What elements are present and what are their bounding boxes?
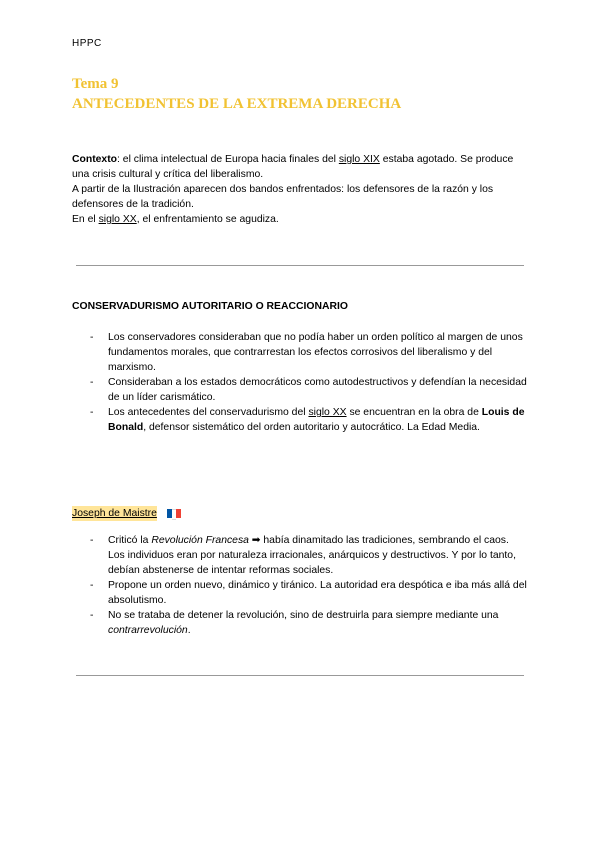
list-item-text-a: Los antecedentes del conservadurismo del bbox=[108, 407, 309, 418]
list-item-text-a: Criticó la bbox=[108, 535, 152, 546]
list-item bbox=[72, 405, 528, 435]
title-topic-number: Tema 9 bbox=[72, 76, 119, 92]
link-siglo-xix[interactable]: siglo XIX bbox=[338, 154, 380, 165]
context-line-3 bbox=[72, 212, 528, 227]
context-line-2: A partir de la Ilustración aparecen dos bandos enfrentados: los defensores de la razón y los defensores de la tradición. bbox=[72, 184, 494, 210]
list-item-text-a: No se trataba de detener la revolución, sino de destruirla para siempre mediante una bbox=[108, 610, 499, 621]
context-paragraph bbox=[72, 152, 528, 227]
right-arrow-icon: ➡ bbox=[248, 535, 264, 546]
page-header: HPPC bbox=[72, 38, 102, 49]
list-item-text-b: . bbox=[187, 625, 191, 636]
list-item-text-b: había dinamitado las tradiciones, sembrando el caos. Los individuos eran por naturaleza irracionales, anárquicos y destructivos. Y por lo tanto, debían abstenerse de intentar reformas sociales. bbox=[108, 535, 516, 576]
list-item-text: Consideraban a los estados democráticos como autodestructivos y defendían la necesidad de un líder carismático. bbox=[108, 377, 527, 403]
maistre-list bbox=[72, 533, 528, 638]
list-dash: - bbox=[90, 407, 94, 418]
context-line-1 bbox=[72, 152, 528, 182]
document-title bbox=[72, 74, 401, 114]
context-text-1a: : el clima intelectual de Europa hacia finales del bbox=[117, 154, 339, 165]
list-dash: - bbox=[90, 580, 94, 591]
divider-1 bbox=[76, 265, 524, 266]
list-item bbox=[72, 578, 528, 608]
list-item-text: Los conservadores consideraban que no podía haber un orden político al margen de unos fundamentos morales, que contrarrestan los efectos corrosivos del liberalismo y del marxismo. bbox=[108, 332, 523, 373]
link-siglo-xx-2[interactable]: siglo XX bbox=[308, 407, 347, 418]
list-item bbox=[72, 608, 528, 638]
link-siglo-xx[interactable]: siglo XX bbox=[98, 214, 137, 225]
list-item-text-c: , defensor sistemático del orden autoritario y autocrático. La Edad Media. bbox=[143, 422, 480, 433]
list-item bbox=[72, 330, 528, 375]
title-topic-name: ANTECEDENTES DE LA EXTREMA DERECHA bbox=[72, 96, 402, 112]
list-dash: - bbox=[90, 535, 94, 546]
flag-stripe-red bbox=[176, 509, 181, 518]
context-text-1b: estaba agotado. Se produce una crisis cultural y crítica del liberalismo. bbox=[72, 154, 514, 180]
context-text-3a: En el bbox=[72, 214, 99, 225]
list-item-text-b: se encuentran en la obra de bbox=[346, 407, 482, 418]
section-heading-conservadurismo: CONSERVADURISMO AUTORITARIO O REACCIONARIO bbox=[72, 301, 348, 312]
list-item bbox=[72, 375, 528, 405]
revolucion-francesa: Revolución Francesa bbox=[151, 535, 249, 546]
list-dash: - bbox=[90, 610, 94, 621]
list-dash: - bbox=[90, 332, 94, 343]
conservadurismo-list bbox=[72, 330, 528, 435]
list-item-text: Propone un orden nuevo, dinámico y tiránico. La autoridad era despótica e iba más allá del absolutismo. bbox=[108, 580, 527, 606]
contrarrevolucion: contrarrevolución bbox=[108, 625, 188, 636]
list-item bbox=[72, 533, 528, 578]
france-flag-icon bbox=[167, 509, 181, 518]
list-dash: - bbox=[90, 377, 94, 388]
person-name-link[interactable]: Joseph de Maistre bbox=[72, 508, 157, 519]
person-heading bbox=[72, 506, 181, 521]
context-label: Contexto bbox=[72, 154, 118, 165]
divider-2 bbox=[76, 675, 524, 676]
context-text-3b: , el enfrentamiento se agudiza. bbox=[136, 214, 279, 225]
author-name: Louis de Bonald bbox=[108, 407, 525, 433]
